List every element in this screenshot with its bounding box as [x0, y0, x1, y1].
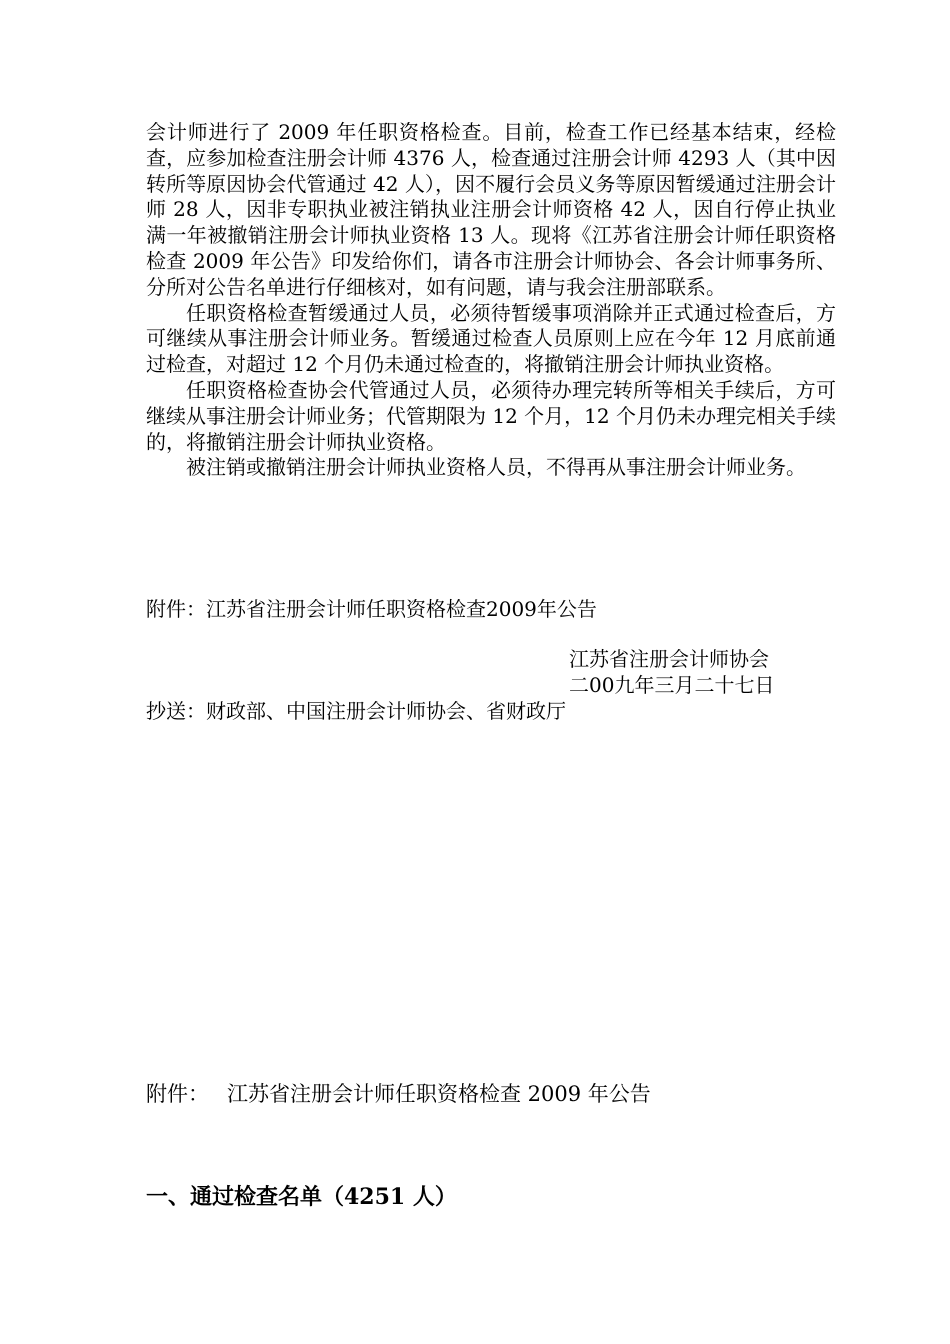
section-heading: 一、通过检查名单（4251 人） — [146, 1184, 457, 1210]
paragraph-inspection-results: 会计师进行了 2009 年任职资格检查。目前，检查工作已经基本结束，经检查，应参加检查注册会计师 4376 人，检查通过注册会计师 4293 人（其中因转所等原因协会代管通过 42 人），因不履行会员义务等原因暂缓通过注册会计师 28 人，因非专职执业被注销执业注册会计师资格 42 人，因自行停止执业满一年被撤销注册会计师执业资格 13 人。现将《江苏省注册会计师任职资格检查 2009 年公告》印发给你们，请各市注册会计师协会、各会计师事务所、分所对公告名单进行仔细核对，如有问题，请与我会注册部联系。 — [146, 120, 836, 299]
attachment-label: 附件： — [146, 1082, 209, 1106]
issuing-organization: 江苏省注册会计师协会 — [569, 647, 769, 671]
signature-block — [569, 646, 774, 698]
issue-date: 二00九年三月二十七日 — [569, 673, 775, 697]
notice-body — [146, 120, 836, 481]
paragraph-revoked-personnel: 被注销或撤销注册会计师执业资格人员，不得再从事注册会计师业务。 — [186, 455, 806, 480]
attachment-line: 附件：江苏省注册会计师任职资格检查2009年公告 — [146, 597, 597, 621]
cc-line: 抄送：财政部、中国注册会计师协会、省财政厅 — [146, 699, 566, 723]
attachment-title — [146, 1080, 651, 1108]
paragraph-custodial-personnel: 任职资格检查协会代管通过人员，必须待办理完转所等相关手续后，方可继续从事注册会计师业务；代管期限为 12 个月，12 个月仍未办理完相关手续的，将撤销注册会计师执业资格。 — [146, 377, 836, 454]
paragraph-suspended-personnel: 任职资格检查暂缓通过人员，必须待暂缓事项消除并正式通过检查后，方可继续从事注册会计师业务。暂缓通过检查人员原则上应在今年 12 月底前通过检查，对超过 12 个月仍未通过检查的，将撤销注册会计师执业资格。 — [146, 300, 836, 377]
attachment-name: 江苏省注册会计师任职资格检查 2009 年公告 — [227, 1082, 651, 1106]
